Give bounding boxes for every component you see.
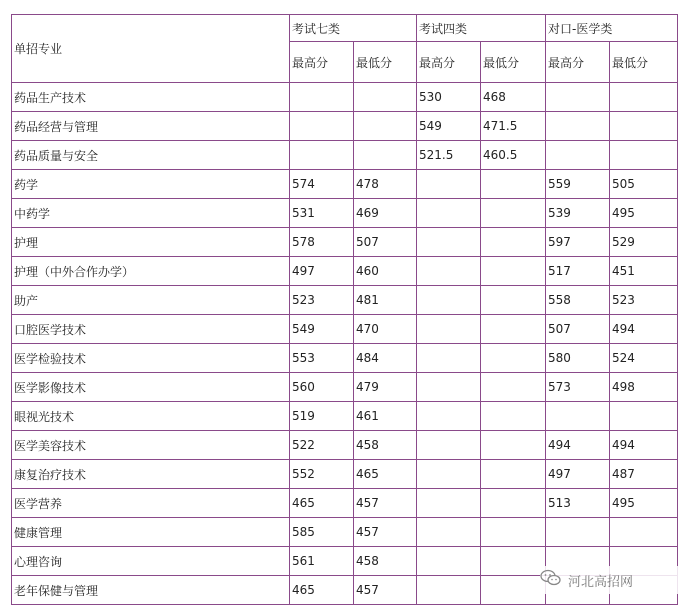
score-max: 552	[290, 460, 354, 489]
score-min: 460	[354, 257, 417, 286]
score-min	[610, 402, 678, 431]
score-max: 561	[290, 547, 354, 576]
score-max: 494	[546, 431, 610, 460]
score-max: 519	[290, 402, 354, 431]
score-max	[290, 83, 354, 112]
major-name: 助产	[12, 286, 290, 315]
watermark-text: 河北高招网	[568, 574, 634, 590]
score-max	[417, 257, 481, 286]
table-row	[12, 315, 678, 344]
score-min: 495	[610, 199, 678, 228]
score-min: 451	[610, 257, 678, 286]
score-min: 465	[354, 460, 417, 489]
score-min: 523	[610, 286, 678, 315]
score-min: 457	[354, 576, 417, 605]
score-min: 457	[354, 489, 417, 518]
score-min	[610, 518, 678, 547]
score-max: 465	[290, 489, 354, 518]
major-name: 护理（中外合作办学）	[12, 257, 290, 286]
score-min: 458	[354, 547, 417, 576]
score-max	[290, 141, 354, 170]
major-name: 眼视光技术	[12, 402, 290, 431]
score-max: 507	[546, 315, 610, 344]
score-max: 531	[290, 199, 354, 228]
score-max	[417, 228, 481, 257]
score-min: 470	[354, 315, 417, 344]
score-max: 573	[546, 373, 610, 402]
score-max: 560	[290, 373, 354, 402]
table-row	[12, 286, 678, 315]
score-max: 553	[290, 344, 354, 373]
score-min	[354, 141, 417, 170]
score-min	[481, 228, 546, 257]
major-name: 药品生产技术	[12, 83, 290, 112]
watermark	[540, 566, 680, 594]
score-min: 505	[610, 170, 678, 199]
major-name: 医学检验技术	[12, 344, 290, 373]
table-row	[12, 83, 678, 112]
score-max	[417, 315, 481, 344]
header-major: 单招专业	[12, 15, 290, 83]
score-min: 494	[610, 431, 678, 460]
score-min	[481, 547, 546, 576]
score-min	[481, 576, 546, 605]
score-min: 484	[354, 344, 417, 373]
score-max	[290, 112, 354, 141]
major-name: 心理咨询	[12, 547, 290, 576]
score-max	[417, 286, 481, 315]
score-min	[481, 373, 546, 402]
score-min: 487	[610, 460, 678, 489]
score-min	[481, 460, 546, 489]
score-max: 523	[290, 286, 354, 315]
major-name: 中药学	[12, 199, 290, 228]
score-min: 507	[354, 228, 417, 257]
header-max: 最高分	[417, 42, 481, 83]
score-min	[481, 257, 546, 286]
score-max: 517	[546, 257, 610, 286]
score-max: 578	[290, 228, 354, 257]
score-min: 469	[354, 199, 417, 228]
score-max	[417, 373, 481, 402]
major-name: 药品经营与管理	[12, 112, 290, 141]
score-min: 458	[354, 431, 417, 460]
score-min	[481, 344, 546, 373]
header-max: 最高分	[290, 42, 354, 83]
score-min: 457	[354, 518, 417, 547]
score-max: 585	[290, 518, 354, 547]
major-name: 医学美容技术	[12, 431, 290, 460]
score-max	[417, 576, 481, 605]
score-max	[546, 518, 610, 547]
major-name: 口腔医学技术	[12, 315, 290, 344]
score-min: 529	[610, 228, 678, 257]
score-min	[481, 489, 546, 518]
score-max: 558	[546, 286, 610, 315]
score-max	[546, 402, 610, 431]
score-min	[481, 402, 546, 431]
table-row	[12, 199, 678, 228]
score-max	[546, 83, 610, 112]
score-max: 539	[546, 199, 610, 228]
score-max	[417, 402, 481, 431]
major-name: 医学影像技术	[12, 373, 290, 402]
score-max: 521.5	[417, 141, 481, 170]
score-min	[354, 112, 417, 141]
major-name: 药品质量与安全	[12, 141, 290, 170]
score-max: 530	[417, 83, 481, 112]
score-min: 478	[354, 170, 417, 199]
score-max: 549	[417, 112, 481, 141]
score-min	[610, 83, 678, 112]
header-min: 最低分	[610, 42, 678, 83]
table-row	[12, 170, 678, 199]
score-min: 524	[610, 344, 678, 373]
score-max: 597	[546, 228, 610, 257]
header-group-medical: 对口-医学类	[546, 15, 678, 42]
score-max: 522	[290, 431, 354, 460]
score-max: 497	[546, 460, 610, 489]
score-max	[417, 547, 481, 576]
score-max: 559	[546, 170, 610, 199]
score-min	[610, 141, 678, 170]
wechat-icon	[540, 569, 562, 591]
table-row	[12, 344, 678, 373]
score-min: 468	[481, 83, 546, 112]
major-name: 健康管理	[12, 518, 290, 547]
score-max: 574	[290, 170, 354, 199]
table-row	[12, 402, 678, 431]
score-min	[481, 431, 546, 460]
score-min: 481	[354, 286, 417, 315]
major-name: 医学营养	[12, 489, 290, 518]
score-min: 471.5	[481, 112, 546, 141]
score-max	[417, 489, 481, 518]
score-max: 580	[546, 344, 610, 373]
header-max: 最高分	[546, 42, 610, 83]
header-min: 最低分	[354, 42, 417, 83]
score-max: 465	[290, 576, 354, 605]
header-group-seven: 考试七类	[290, 15, 417, 42]
score-min	[481, 315, 546, 344]
score-min: 479	[354, 373, 417, 402]
score-max: 497	[290, 257, 354, 286]
table-row	[12, 112, 678, 141]
table-row	[12, 257, 678, 286]
table-row	[12, 141, 678, 170]
table-row	[12, 489, 678, 518]
table-row	[12, 431, 678, 460]
table-row	[12, 373, 678, 402]
score-max	[546, 112, 610, 141]
table-row	[12, 228, 678, 257]
table-row	[12, 518, 678, 547]
score-min	[481, 170, 546, 199]
score-min	[481, 199, 546, 228]
major-name: 老年保健与管理	[12, 576, 290, 605]
score-max	[417, 344, 481, 373]
score-max	[417, 518, 481, 547]
header-group-four: 考试四类	[417, 15, 546, 42]
score-max	[417, 431, 481, 460]
header-min: 最低分	[481, 42, 546, 83]
table-body	[12, 83, 678, 605]
score-min	[354, 83, 417, 112]
score-max	[417, 199, 481, 228]
major-name: 药学	[12, 170, 290, 199]
score-max: 549	[290, 315, 354, 344]
score-min: 495	[610, 489, 678, 518]
score-min: 461	[354, 402, 417, 431]
major-name: 护理	[12, 228, 290, 257]
score-table	[11, 14, 678, 605]
score-max: 513	[546, 489, 610, 518]
score-min	[481, 286, 546, 315]
score-max	[417, 460, 481, 489]
score-min	[610, 112, 678, 141]
score-min: 498	[610, 373, 678, 402]
score-max	[417, 170, 481, 199]
score-min: 460.5	[481, 141, 546, 170]
score-max	[546, 141, 610, 170]
header-row-groups	[12, 15, 678, 42]
score-min	[481, 518, 546, 547]
table-row	[12, 460, 678, 489]
score-min: 494	[610, 315, 678, 344]
major-name: 康复治疗技术	[12, 460, 290, 489]
